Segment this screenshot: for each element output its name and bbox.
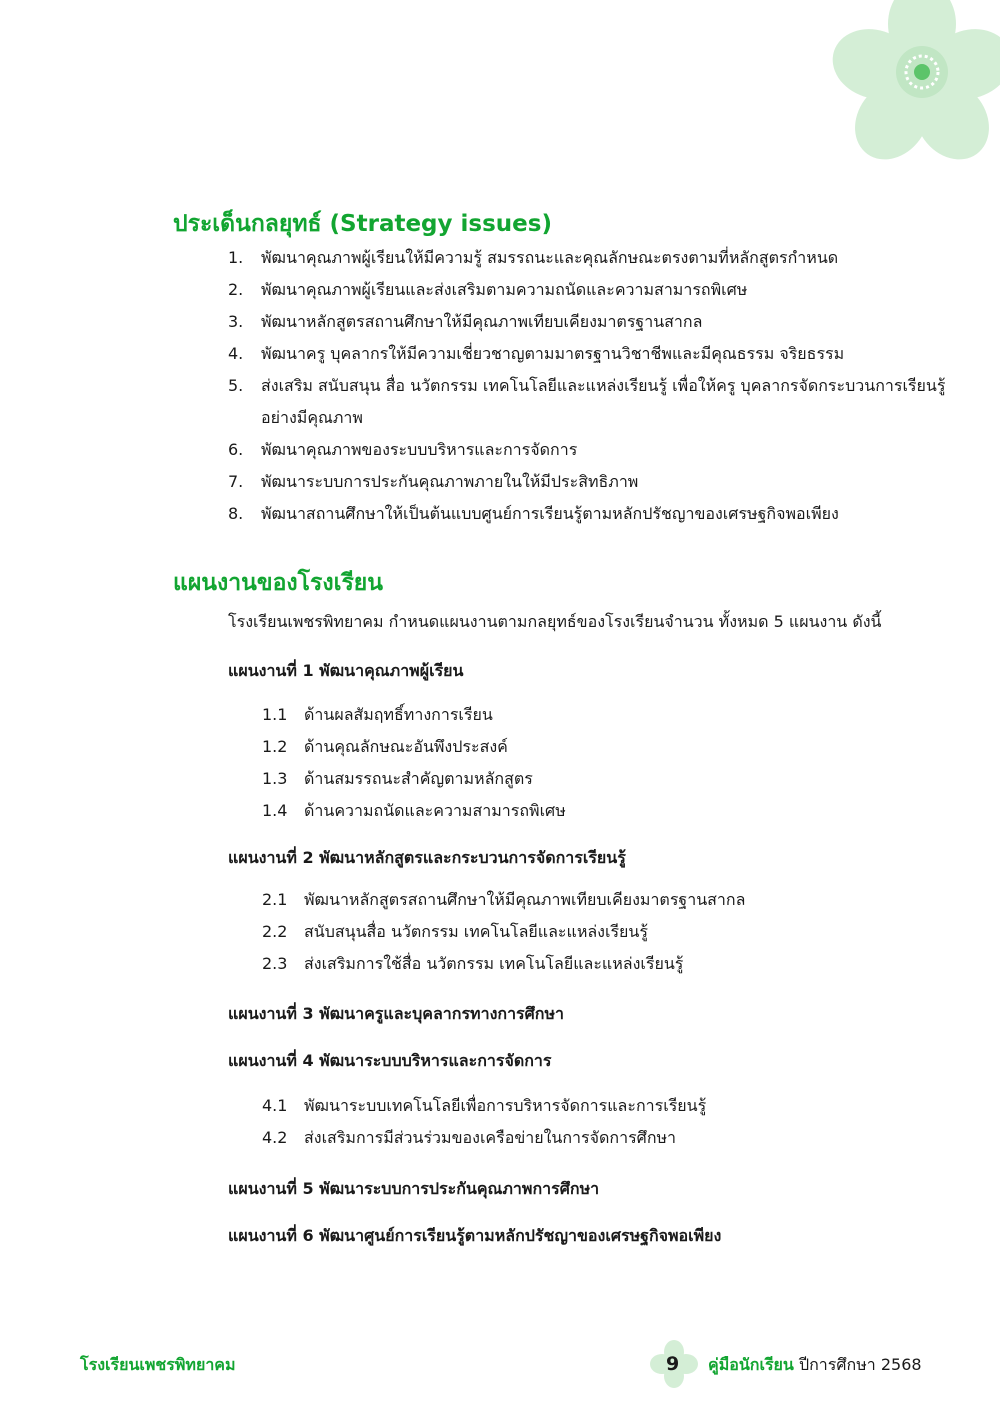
list-item-number: 2.3 xyxy=(262,954,288,973)
strategy-item xyxy=(228,338,948,370)
list-item-text: ด้านผลสัมฤทธิ์ทางการเรียน xyxy=(304,705,493,724)
list-item-text: ส่งเสริมการมีส่วนร่วมของเครือข่ายในการจัดการศึกษา xyxy=(304,1128,677,1147)
list-item-text: ด้านคุณลักษณะอันพึงประสงค์ xyxy=(304,737,508,756)
strategy-item xyxy=(228,242,948,274)
list-item-number: 5. xyxy=(228,376,244,395)
plan-item xyxy=(262,763,566,795)
list-item-number: 1.2 xyxy=(262,737,288,756)
list-item-text: สนับสนุนสื่อ นวัตกรรม เทคโนโลยีและแหล่งเรียนรู้ xyxy=(304,922,648,941)
list-item-text: พัฒนาระบบการประกันคุณภาพภายในให้มีประสิทธิภาพ xyxy=(261,472,639,491)
list-item-number: 4. xyxy=(228,344,244,363)
plan-4-list xyxy=(262,1090,706,1154)
list-item-number: 2. xyxy=(228,280,244,299)
page-number: 9 xyxy=(666,1353,680,1375)
list-item-number: 4.1 xyxy=(262,1096,288,1115)
list-item-text: พัฒนาคุณภาพผู้เรียนและส่งเสริมตามความถนัดและความสามารถพิเศษ xyxy=(261,280,748,299)
list-item-number: 1.1 xyxy=(262,705,288,724)
strategy-item xyxy=(228,434,948,466)
plan-2-title: แผนงานที่ 2 พัฒนาหลักสูตรและกระบวนการจัดการเรียนรู้ xyxy=(228,848,626,867)
list-item-number: 2.1 xyxy=(262,890,288,909)
plan-item xyxy=(262,948,745,980)
list-item-number: 6. xyxy=(228,440,244,459)
list-item-text: ส่งเสริม สนับสนุน สื่อ นวัตกรรม เทคโนโลยีและแหล่งเรียนรู้ เพื่อให้ครู บุคลากรจัดกระบวนการเรียนรู้อย่างมีคุณภาพ xyxy=(261,376,946,427)
footer-title xyxy=(708,1350,922,1380)
list-item-text: พัฒนาหลักสูตรสถานศึกษาให้มีคุณภาพเทียบเคียงมาตรฐานสากล xyxy=(261,312,703,331)
plan-item xyxy=(262,699,566,731)
list-item-text: พัฒนาคุณภาพของระบบบริหารและการจัดการ xyxy=(261,440,578,459)
plan-6-title: แผนงานที่ 6 พัฒนาศูนย์การเรียนรู้ตามหลักปรัชญาของเศรษฐกิจพอเพียง xyxy=(228,1226,722,1245)
list-item-number: 2.2 xyxy=(262,922,288,941)
list-item-text: พัฒนาระบบเทคโนโลยีเพื่อการบริหารจัดการและการเรียนรู้ xyxy=(304,1096,707,1115)
plans-heading: แผนงานของโรงเรียน xyxy=(173,570,384,596)
plan-1-list xyxy=(262,699,566,827)
list-item-number: 4.2 xyxy=(262,1128,288,1147)
strategy-item xyxy=(228,370,948,434)
plans-intro: โรงเรียนเพชรพิทยาคม กำหนดแผนงานตามกลยุทธ์ของโรงเรียนจำนวน ทั้งหมด 5 แผนงาน ดังนี้ xyxy=(228,612,882,631)
list-item-number: 1.3 xyxy=(262,769,288,788)
academic-year: ปีการศึกษา 2568 xyxy=(798,1355,922,1374)
list-item-text: พัฒนาหลักสูตรสถานศึกษาให้มีคุณภาพเทียบเคียงมาตรฐานสากล xyxy=(304,890,746,909)
list-item-text: ด้านสมรรถนะสำคัญตามหลักสูตร xyxy=(304,769,533,788)
list-item-number: 1. xyxy=(228,248,244,267)
flower-decoration-icon xyxy=(830,0,1000,165)
footer-school-name: โรงเรียนเพชรพิทยาคม xyxy=(80,1355,236,1374)
plan-item xyxy=(262,884,745,916)
strategy-list xyxy=(228,242,948,530)
plan-2-list xyxy=(262,884,745,980)
plan-item xyxy=(262,1122,706,1154)
strategy-item xyxy=(228,306,948,338)
plan-4-title: แผนงานที่ 4 พัฒนาระบบบริหารและการจัดการ xyxy=(228,1051,552,1070)
list-item-text: พัฒนาครู บุคลากรให้มีความเชี่ยวชาญตามมาตรฐานวิชาชีพและมีคุณธรรม จริยธรรม xyxy=(261,344,845,363)
list-item-text: ส่งเสริมการใช้สื่อ นวัตกรรม เทคโนโลยีและแหล่งเรียนรู้ xyxy=(304,954,684,973)
strategy-item xyxy=(228,466,948,498)
footer-page-info xyxy=(650,1340,950,1388)
strategy-heading: ประเด็นกลยุทธ์ (Strategy issues) xyxy=(173,211,552,237)
plan-1-title: แผนงานที่ 1 พัฒนาคุณภาพผู้เรียน xyxy=(228,661,464,680)
plan-item xyxy=(262,916,745,948)
handbook-label: คู่มือนักเรียน xyxy=(708,1355,794,1374)
list-item-text: พัฒนาสถานศึกษาให้เป็นต้นแบบศูนย์การเรียนรู้ตามหลักปรัชญาของเศรษฐกิจพอเพียง xyxy=(261,504,839,523)
list-item-text: พัฒนาคุณภาพผู้เรียนให้มีความรู้ สมรรถนะและคุณลักษณะตรงตามที่หลักสูตรกำหนด xyxy=(261,248,839,267)
list-item-number: 8. xyxy=(228,504,244,523)
plan-3-title: แผนงานที่ 3 พัฒนาครูและบุคลากรทางการศึกษา xyxy=(228,1004,565,1023)
plan-item xyxy=(262,1090,706,1122)
plan-item xyxy=(262,731,566,763)
list-item-number: 3. xyxy=(228,312,244,331)
list-item-number: 1.4 xyxy=(262,801,288,820)
list-item-text: ด้านความถนัดและความสามารถพิเศษ xyxy=(304,801,566,820)
plan-5-title: แผนงานที่ 5 พัฒนาระบบการประกันคุณภาพการศึกษา xyxy=(228,1179,600,1198)
list-item-number: 7. xyxy=(228,472,244,491)
strategy-item xyxy=(228,498,948,530)
strategy-item xyxy=(228,274,948,306)
plan-item xyxy=(262,795,566,827)
